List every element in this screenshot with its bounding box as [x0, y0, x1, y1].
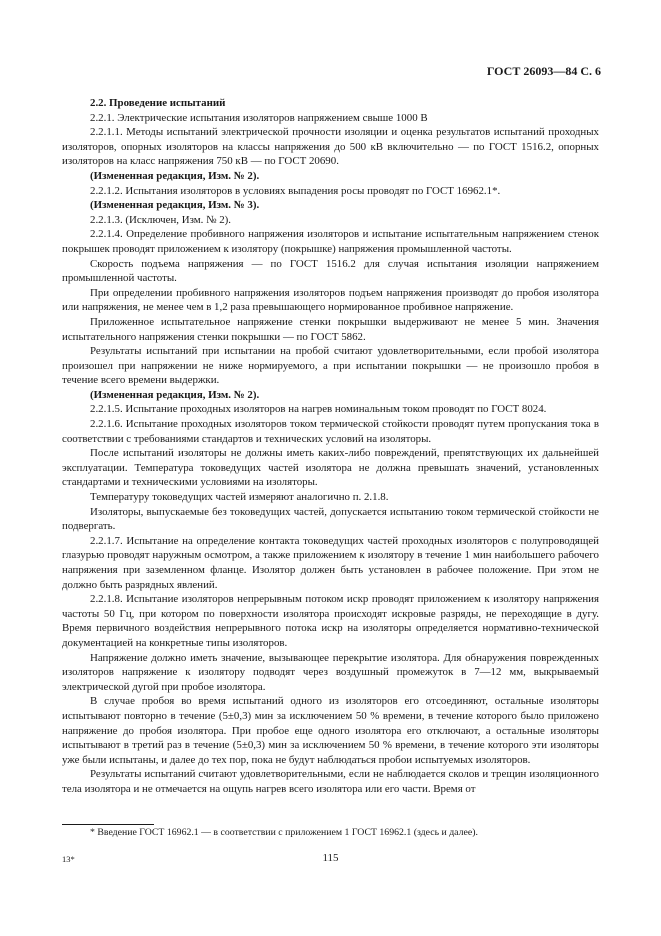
paragraph: 2.2. Проведение испытаний [90, 97, 226, 109]
paragraph: 2.2.1.5. Испытание проходных изоляторов на нагрев номинальным током проводят по ГОСТ 8024. [90, 403, 547, 416]
paragraph: (Измененная редакция, Изм. № 3). [90, 199, 260, 212]
paragraph: Скорость подъема напряжения — по ГОСТ 1516.2 для случая испытания изоляции напряжением промышленной частоты. [62, 257, 599, 285]
paragraph: Приложенное испытательное напряжение стенки покрышки выдерживают не менее 5 мин. Значения испытательного напряжения стенки покрышки — по ГОСТ 5862. [62, 315, 599, 343]
paragraph: Температуру токоведущих частей измеряют аналогично п. 2.1.8. [90, 491, 389, 504]
printer-mark: 13* [62, 854, 75, 864]
paragraph: В случае пробоя во время испытаний одного из изоляторов его отсоединяют, остальные изоляторы испытывают повторно в течение (5±0,3) мин за исключением 50 % времени, в течение которого было приложено напряжение до пробоя изолятора. При пробое еще одного изолятора его отключают, а остальные изоляторы испытывают в третий раз в течение (5±0,3) мин за исключением 50 % времени, в течение которого эти изоляторы уже были испытаны, и далее до тех пор, пока не будут наблюдаться пробои испытуемых изоляторов. [62, 695, 599, 766]
paragraph: Напряжение должно иметь значение, вызывающее перекрытие изолятора. Для обнаружения поврежденных изоляторов напряжение к изолятору подводят через воздушный промежуток в 7—12 мм, выкрываемый электрической дугой при пробое изолятора. [62, 651, 599, 693]
paragraph: (Измененная редакция, Изм. № 2). [90, 388, 260, 401]
paragraph: 2.2.1.7. Испытание на определение контакта токоведущих частей проходных изоляторов с полупроводящей глазурью проводят наружным осмотром, а также приложением к изолятору в течение 1 мин наибольшего рабочего напряжения при заземленном фланце. Изолятор должен быть установлен в рабочее положение. При этом не должно быть разрядных явлений. [62, 534, 599, 591]
running-header: ГОСТ 26093—84 С. 6 [486, 64, 601, 78]
paragraph: 2.2.1.1. Методы испытаний электрической прочности изоляции и оценка результатов испытаний проходных изоляторов, опорных изоляторов на классы напряжения до 500 кВ включительно — по ГОСТ 1516.2, опорных изоляторов на класс напряжения 750 кВ — по ГОСТ 20690. [62, 126, 599, 168]
paragraph: Результаты испытаний при испытании на пробой считают удовлетворительными, если пробой изолятора произошел при напряжении не ниже нормируемого, а при испытании покрышки — не произошло пробоя в течение всего времени выдержки. [62, 345, 599, 387]
paragraph: 2.2.1.6. Испытание проходных изоляторов током термической стойкости проводят путем пропускания тока в соответствии с требованиями стандартов и технических условий на изоляторы. [62, 418, 599, 445]
footnote-rule [62, 824, 154, 825]
footnote: * Введение ГОСТ 16962.1 — в соответствии с приложением 1 ГОСТ 16962.1 (здесь и далее). [90, 827, 478, 838]
paragraph: 2.2.1.4. Определение пробивного напряжения изоляторов и испытание испытательным напряжением стенок покрышек проводят приложением к изолятору (покрышке) напряжения промышленной частоты. [62, 228, 599, 255]
paragraph: При определении пробивного напряжения изоляторов подъем напряжения производят до пробоя изолятора или напряжения, не менее чем в 1,2 раза превышающего нормированное пробивное напряжение. [62, 286, 599, 314]
paragraph: Результаты испытаний считают удовлетворительными, если не наблюдается сколов и трещин изоляционного тела изолятора и не отмечается на ощупь нагрев всего изолятора или его части. Время от [62, 768, 599, 795]
paragraph: (Измененная редакция, Изм. № 2). [90, 169, 260, 182]
paragraph: 2.2.1. Электрические испытания изоляторов напряжением свыше 1000 В [90, 111, 428, 124]
paragraph: 2.2.1.8. Испытание изоляторов непрерывным потоком искр проводят приложением к изолятору напряжения частоты 50 Гц, при котором по поверхности изолятора происходят искровые разряды, не переходящие в дугу. Время первичного воздействия непрерывного потока искр на изоляторы определяется нормативно-технической документацией на конкретные типы изоляторов. [62, 593, 599, 649]
paragraph: 2.2.1.2. Испытания изоляторов в условиях выпадения росы проводят по ГОСТ 16962.1*. [90, 184, 501, 197]
paragraph: После испытаний изоляторы не должны иметь каких-либо повреждений, препятствующих их дальнейшей эксплуатации. Температура токоведущих частей изолятора не должна превышать значений, установленных стандартами и техническими условиями на изоляторы. [62, 447, 599, 489]
paragraph: 2.2.1.3. (Исключен, Изм. № 2). [90, 213, 232, 226]
page-number: 115 [322, 852, 339, 864]
paragraph: Изоляторы, выпускаемые без токоведущих частей, допускается испытанию током термической стойкости не подвергать. [62, 505, 599, 533]
body-text [62, 96, 599, 797]
